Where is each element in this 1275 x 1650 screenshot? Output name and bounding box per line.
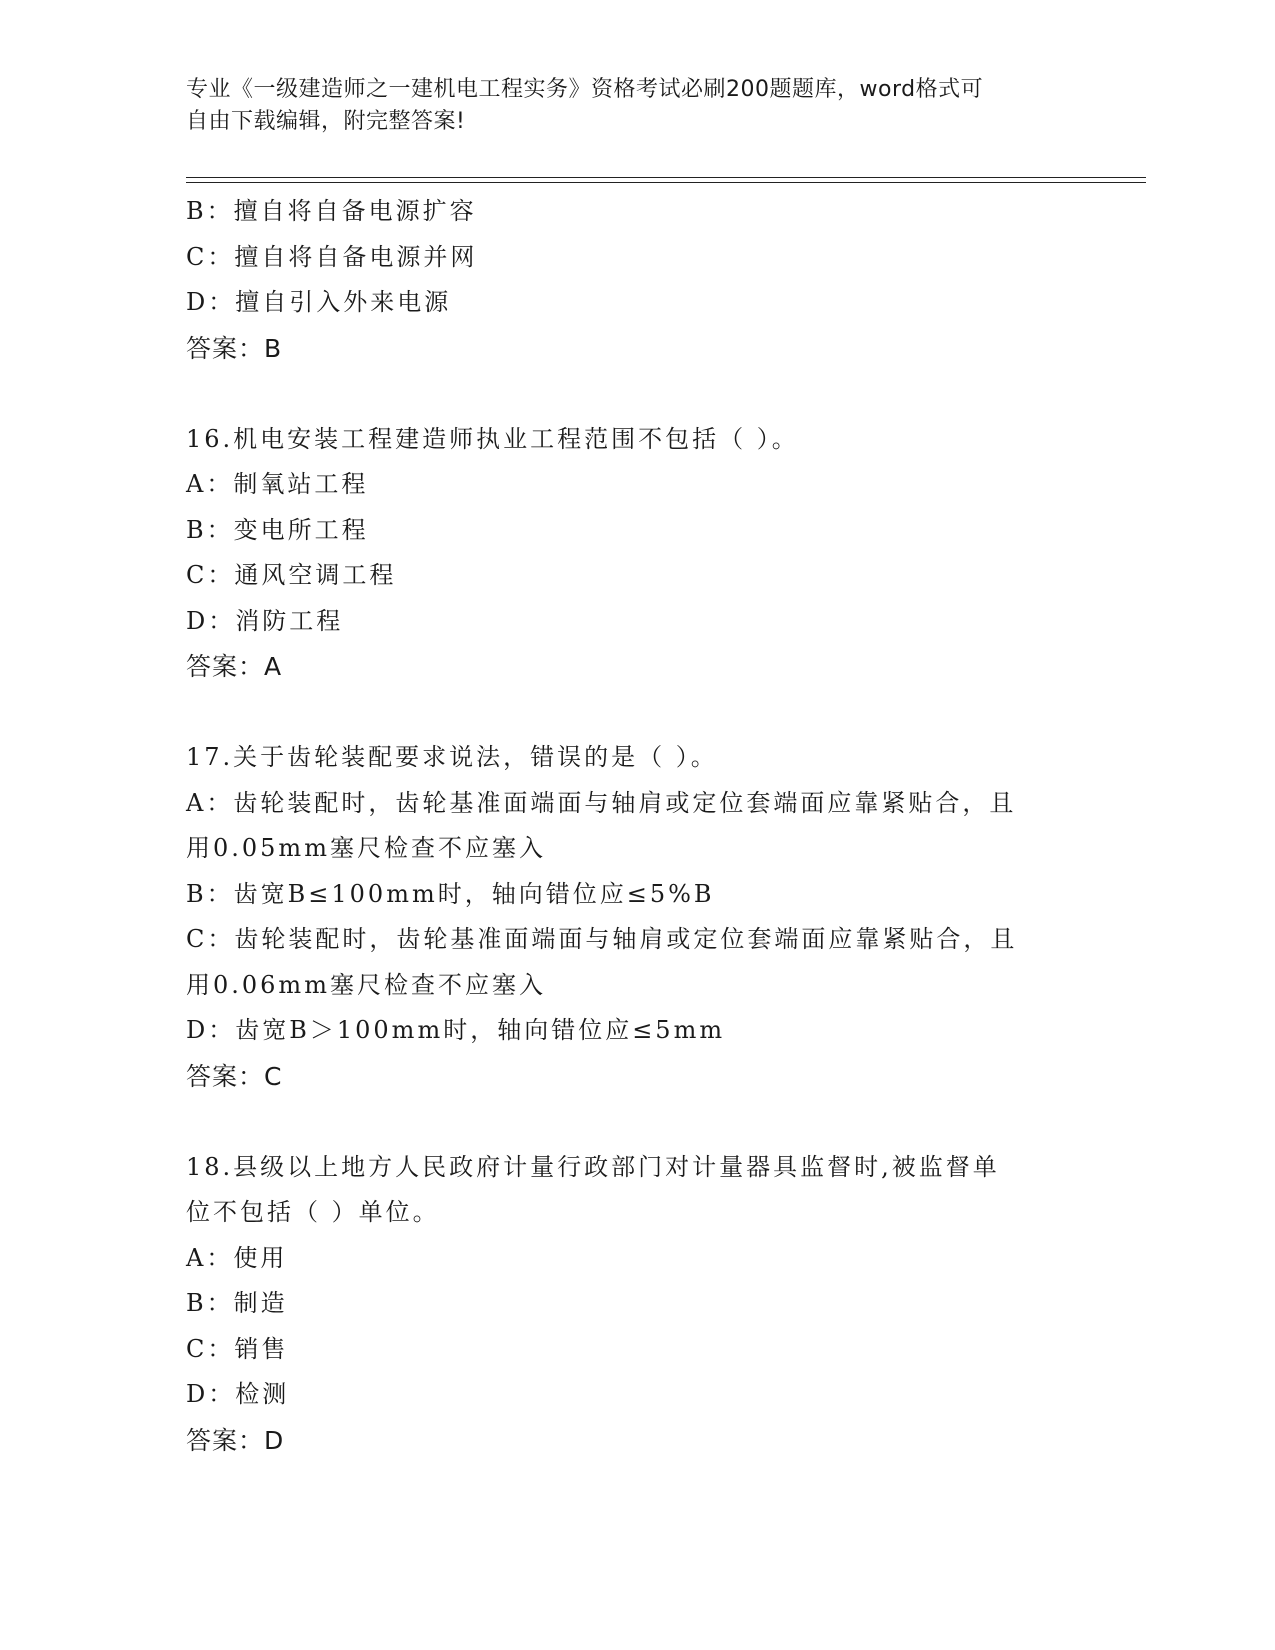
- question-stem: 17.关于齿轮装配要求说法，错误的是（ ）。: [186, 743, 718, 771]
- question-18: [186, 1145, 1086, 1464]
- option-line: C：通风空调工程: [186, 561, 397, 589]
- continued-question: [186, 189, 1086, 371]
- option-line: A：齿轮装配时，齿轮基准面端面与轴肩或定位套端面应靠紧贴合，且: [186, 788, 1017, 817]
- option-line: B：制造: [186, 1289, 288, 1317]
- question-stem-continued: 位不包括（ ）单位。: [186, 1198, 440, 1226]
- option-line: A：制氧站工程: [186, 470, 369, 498]
- option-line: B：变电所工程: [186, 515, 369, 544]
- option-line: D：齿宽B＞100mm时，轴向错位应≤5mm: [186, 1016, 726, 1044]
- question-17: [186, 735, 1086, 1099]
- question-16: [186, 417, 1086, 690]
- option-line: D：擅自引入外来电源: [186, 288, 452, 316]
- option-line: C：销售: [186, 1334, 289, 1363]
- option-line: D：检测: [186, 1380, 290, 1408]
- header-rule-top: [186, 177, 1146, 178]
- option-line: D：消防工程: [186, 606, 344, 635]
- option-line-continued: 用0.06mm塞尺检查不应塞入: [186, 970, 546, 999]
- option-line: B：擅自将自备电源扩容: [186, 197, 477, 225]
- spacer: [186, 371, 1086, 417]
- option-line: C：齿轮装配时，齿轮基准面端面与轴肩或定位套端面应靠紧贴合，且: [186, 925, 1018, 953]
- option-line: C：擅自将自备电源并网: [186, 242, 478, 271]
- option-line-continued: 用0.05mm塞尺检查不应塞入: [186, 834, 546, 862]
- document-header: [186, 74, 1066, 138]
- header-line-1: 专业《一级建造师之一建机电工程实务》资格考试必刷200题题库，word格式可: [186, 77, 984, 102]
- spacer: [186, 1099, 1086, 1145]
- answer-line: 答案：C: [186, 1061, 283, 1091]
- answer-line: 答案：B: [186, 333, 283, 363]
- question-stem: 16.机电安装工程建造师执业工程范围不包括（ ）。: [186, 424, 799, 453]
- question-stem: 18.县级以上地方人民政府计量行政部门对计量器具监督时,被监督单: [186, 1152, 1000, 1181]
- header-line-2: 自由下载编辑，附完整答案!: [186, 109, 466, 134]
- answer-line: 答案：D: [186, 1425, 285, 1455]
- answer-line: 答案：A: [186, 652, 283, 681]
- header-rule-bottom: [186, 182, 1146, 183]
- option-line: B：齿宽B≤100mm时，轴向错位应≤5%B: [186, 879, 715, 908]
- spacer: [186, 690, 1086, 736]
- option-line: A：使用: [186, 1243, 288, 1272]
- question-content: [186, 189, 1086, 1463]
